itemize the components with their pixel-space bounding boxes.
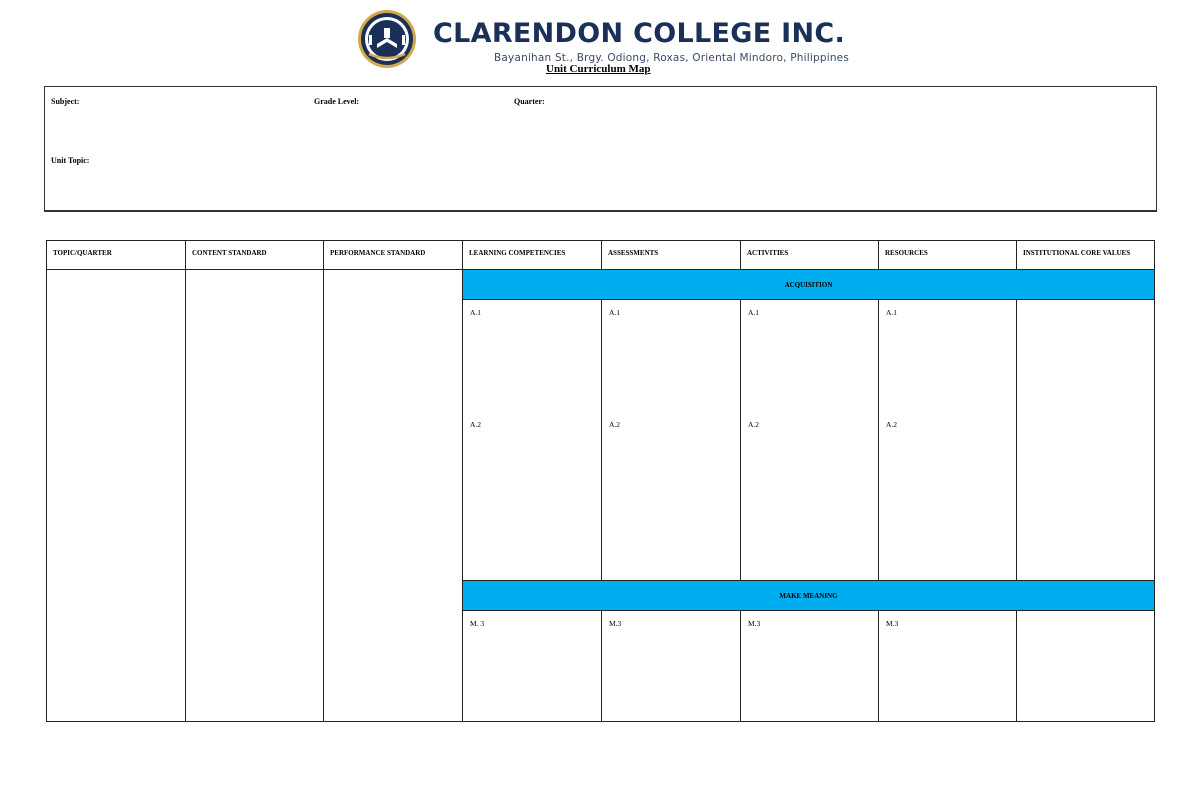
column-header-assessments: ASSESSMENTS: [602, 241, 741, 270]
meaning-activities-cell: [741, 611, 879, 722]
unit-topic-label: Unit Topic:: [51, 156, 90, 165]
code-m3: M.3: [886, 619, 899, 628]
code-a2: A.2: [748, 420, 760, 429]
acquisition-activities-cell: [741, 300, 879, 581]
code-a1: A.1: [609, 308, 621, 317]
grade-level-label: Grade Level:: [314, 97, 360, 106]
acquisition-band: ACQUISITION: [463, 270, 1155, 300]
subject-label: Subject:: [51, 97, 80, 106]
code-m3: M.3: [748, 619, 761, 628]
column-header-performance-standard: PERFORMANCE STANDARD: [324, 241, 463, 270]
column-header-core-values: INSTITUTIONAL CORE VALUES: [1017, 241, 1155, 270]
content-standard-cell: [186, 270, 324, 722]
code-a2: A.2: [609, 420, 621, 429]
acquisition-resources-cell: [879, 300, 1017, 581]
quarter-label: Quarter:: [514, 97, 545, 106]
acquisition-competencies-cell: [463, 300, 602, 581]
acquisition-core-values-cell: [1017, 300, 1155, 581]
column-header-resources: RESOURCES: [879, 241, 1017, 270]
code-m3: M. 3: [470, 619, 485, 628]
topic-quarter-cell: [47, 270, 186, 722]
meaning-competencies-cell: [463, 611, 602, 722]
header-row: [47, 241, 1155, 270]
column-header-content-standard: CONTENT STANDARD: [186, 241, 324, 270]
meaning-assessments-cell: [602, 611, 741, 722]
column-header-topic-quarter: TOPIC/QUARTER: [47, 241, 186, 270]
code-a2: A.2: [886, 420, 898, 429]
acquisition-band-row: [47, 270, 1155, 300]
performance-standard-cell: [324, 270, 463, 722]
acquisition-assessments-cell: [602, 300, 741, 581]
curriculum-map-table: [46, 240, 1155, 722]
meaning-core-values-cell: [1017, 611, 1155, 722]
college-name: CLARENDON COLLEGE INC.: [433, 18, 846, 49]
column-header-learning-competencies: LEARNING COMPETENCIES: [463, 241, 602, 270]
document-title: Unit Curriculum Map: [546, 63, 651, 75]
college-address: Bayanihan St., Brgy. Odiong, Roxas, Oriental Mindoro, Philippines: [494, 52, 850, 64]
column-header-activities: ACTIVITIES: [741, 241, 879, 270]
code-a2: A.2: [470, 420, 482, 429]
meaning-resources-cell: [879, 611, 1017, 722]
make-meaning-band: MAKE MEANING: [463, 581, 1155, 611]
code-a1: A.1: [470, 308, 482, 317]
code-m3: M.3: [609, 619, 622, 628]
college-seal-logo: [357, 8, 417, 70]
unit-info-box: [44, 86, 1157, 212]
code-a1: A.1: [886, 308, 898, 317]
code-a1: A.1: [748, 308, 760, 317]
